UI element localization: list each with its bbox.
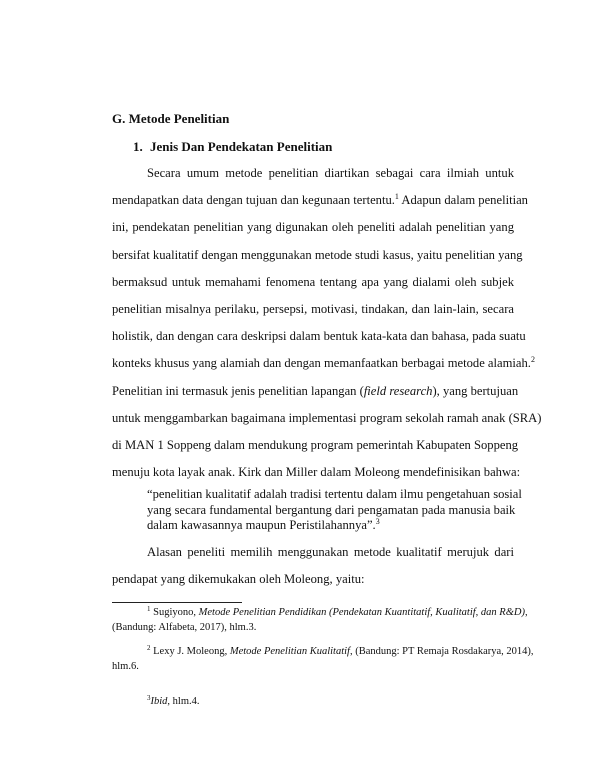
paragraph-line: penelitian misalnya perilaku, persepsi, motivasi, tindakan, dan lain-lain, secara (112, 302, 514, 317)
footnote-3 (112, 694, 514, 709)
section-heading: G. Metode Penelitian (112, 111, 230, 126)
subsection-title: Jenis Dan Pendekatan Penelitian (150, 139, 333, 154)
text-run: konteks khusus yang alamiah dan dengan memanfaatkan berbagai metode alamiah. (112, 356, 531, 371)
quote-line (147, 518, 514, 534)
subsection-heading (133, 139, 332, 155)
paragraph-line: Secara umum metode penelitian diartikan sebagai cara ilmiah untuk (147, 166, 514, 180)
citation-title: Ibid (150, 696, 168, 707)
text-run: (Bandung: Alfabeta, 2017), hlm.3. (112, 622, 257, 633)
subsection-number: 1. (133, 139, 143, 154)
paragraph-line: bersifat kualitatif dengan menggunakan metode studi kasus, yaitu penelitian yang (112, 247, 523, 262)
text-run: Adapun dalam penelitian (398, 193, 528, 208)
footnote-separator (112, 602, 242, 603)
text-run: Sugiyono, (153, 607, 199, 618)
paragraph-line (112, 378, 519, 405)
footnote-ref: 3 (375, 517, 380, 527)
citation-title: Metode Penelitian Pendidikan (Pendekatan Kuantitatif, Kualitatif, dan R&D) (198, 607, 525, 618)
text-run: mendapatkan data dengan tujuan dan kegunaan tertentu. (112, 193, 395, 208)
paragraph-line: ini, pendekatan penelitian yang digunakan oleh peneliti adalah penelitian yang (112, 220, 514, 235)
footnote-2 (112, 644, 534, 674)
paragraph-line: pendapat yang dikemukakan oleh Moleong, yaitu: (112, 572, 365, 587)
text-run: Penelitian ini termasuk jenis penelitian lapangan ( (112, 383, 364, 398)
citation-title: Metode Penelitian Kualitatif (229, 646, 350, 657)
text-run: , hlm.4. (167, 696, 200, 707)
text-run: Lexy J. Moleong, (153, 646, 230, 657)
paragraph-2 (112, 539, 514, 593)
footnote-ref: 1 (394, 192, 399, 202)
footnote-number: 2 (147, 644, 151, 652)
footnote-number: 3 (147, 694, 151, 702)
text-run: , (Bandung: PT Remaja Rosdakarya, 2014), (349, 646, 534, 657)
text-run: ), yang bertujuan (432, 383, 519, 398)
footnote-number: 1 (147, 605, 151, 613)
paragraph-line: Alasan peneliti memilih menggunakan metode kualitatif merujuk dari (147, 545, 514, 559)
paragraph-line: untuk menggambarkan bagaimana implementasi program sekolah ramah anak (SRA) (112, 410, 542, 425)
paragraph-line (112, 187, 528, 214)
text-run: hlm.6. (112, 661, 139, 672)
paragraph-line: bermaksud untuk memahami fenomena tentang apa yang dialami oleh subjek (112, 274, 514, 289)
text-run: dalam kawasannya maupun Peristilahannya”. (147, 518, 376, 533)
footnote-1 (112, 605, 528, 635)
text-run: , (524, 607, 528, 618)
quote-line: yang secara fundamental bergantung dari pengamatan pada manusia baik (147, 502, 516, 517)
quote-line: “penelitian kualitatif adalah tradisi tertentu dalam ilmu pengetahuan sosial (147, 487, 522, 501)
paragraph-line: di MAN 1 Soppeng dalam mendukung program pemerintah Kabupaten Soppeng (112, 438, 519, 453)
footnote-ref: 2 (530, 355, 535, 365)
paragraph-1 (112, 160, 542, 486)
paragraph-line: holistik, dan dengan cara deskripsi dalam bentuk kata-kata dan bahasa, pada suatu (112, 329, 526, 344)
paragraph-line: menuju kota layak anak. Kirk dan Miller dalam Moleong mendefinisikan bahwa: (112, 465, 521, 480)
italic-term: field research (363, 383, 433, 398)
paragraph-line (112, 350, 535, 377)
block-quote (147, 487, 522, 534)
